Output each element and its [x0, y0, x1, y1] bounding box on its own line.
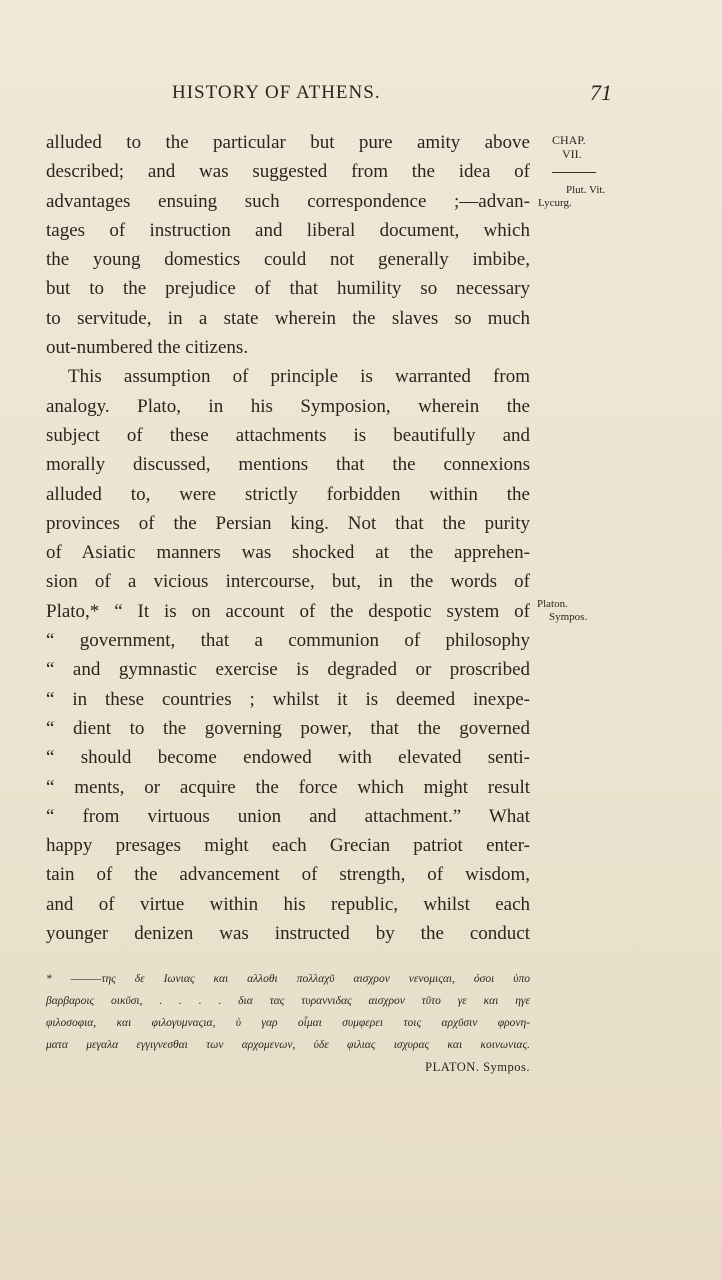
text-line: alluded to, were strictly forbidden within the [46, 483, 530, 505]
text-line: out-numbered the citizens. [46, 337, 249, 359]
text-line: analogy. Plato, in his Symposion, wherein the [46, 395, 530, 417]
text-line: tages of instruction and liberal document, which [46, 219, 530, 241]
text-line: subject of these attachments is beautifully and [46, 424, 530, 446]
footnote [46, 968, 530, 1078]
text-line: of Asiatic manners was shocked at the apprehen- [46, 542, 530, 564]
text-line: tain of the advancement of strength, of wisdom, [46, 864, 530, 886]
text-line: Plato,* “ It is on account of the despotic system of [46, 600, 530, 622]
text-line: provinces of the Persian king. Not that the purity [46, 512, 530, 534]
footnote-line: φιλοσοφια, και φιλογυμναςια, ὑ γαρ οἶμαι συμφερει τοις αρχῦσιν φρονη- [46, 1017, 530, 1029]
text-line: happy presages might each Grecian patriot enter- [46, 835, 530, 857]
text-line: “ from virtuous union and attachment.” What [46, 805, 530, 827]
running-head: HISTORY OF ATHENS. [172, 82, 381, 103]
text-line: sion of a vicious intercourse, but, in the words of [46, 571, 530, 593]
footnote-source: PLATON. Sympos. [425, 1060, 530, 1074]
text-line: “ should become endowed with elevated senti- [46, 747, 530, 769]
chapter-label: CHAP. [552, 133, 586, 147]
page-number: 71 [590, 80, 612, 105]
text-line: and of virtue within his republic, whilst each [46, 893, 530, 915]
text-line: advantages ensuing such correspondence ;—advan- [46, 190, 530, 212]
text-line: “ and gymnastic exercise is degraded or proscribed [46, 659, 530, 681]
chapter-number: VII. [562, 147, 582, 161]
body-text [46, 128, 530, 948]
margin-reference-symposion: Sympos. [549, 611, 588, 623]
margin-reference-platon: Platon. [537, 598, 568, 610]
text-line: alluded to the particular but pure amity above [46, 132, 530, 153]
text-line: “ ments, or acquire the force which might result [46, 776, 530, 798]
chapter-rule [552, 172, 596, 173]
text-line: to servitude, in a state wherein the slaves so much [46, 307, 530, 329]
text-line: “ government, that a communion of philosophy [46, 630, 530, 652]
footnote-line: * ———της δε Ιωνιας και αλλοθι πολλαχῦ αισχρον νενομιςαι, όσοι ὑπο [46, 973, 530, 985]
footnote-line: ματα μεγαλα εγγιγνεσθαι των αρχομενων, ὑδε φιλιας ισχυρας και κοινωνιας. [46, 1039, 530, 1051]
text-line: “ dient to the governing power, that the governed [46, 717, 530, 739]
margin-reference-plutarch: Plut. Vit. [566, 184, 606, 196]
footnote-line: βαρβαροις οικῦσι, . . . . δια τας τυραννιδας αισχρον τῦτο γε και ηγε [46, 995, 530, 1007]
text-line: the young domestics could not generally imbibe, [46, 249, 530, 271]
text-line: younger denizen was instructed by the conduct [46, 923, 530, 945]
text-line: described; and was suggested from the idea of [46, 161, 530, 183]
margin-reference-lycurgus: Lycurg. [538, 197, 572, 209]
text-line: “ in these countries ; whilst it is deemed inexpe- [46, 688, 530, 710]
text-line: This assumption of principle is warranted from [68, 366, 530, 388]
text-line: morally discussed, mentions that the connexions [46, 454, 530, 476]
text-line: but to the prejudice of that humility so necessary [46, 278, 530, 300]
